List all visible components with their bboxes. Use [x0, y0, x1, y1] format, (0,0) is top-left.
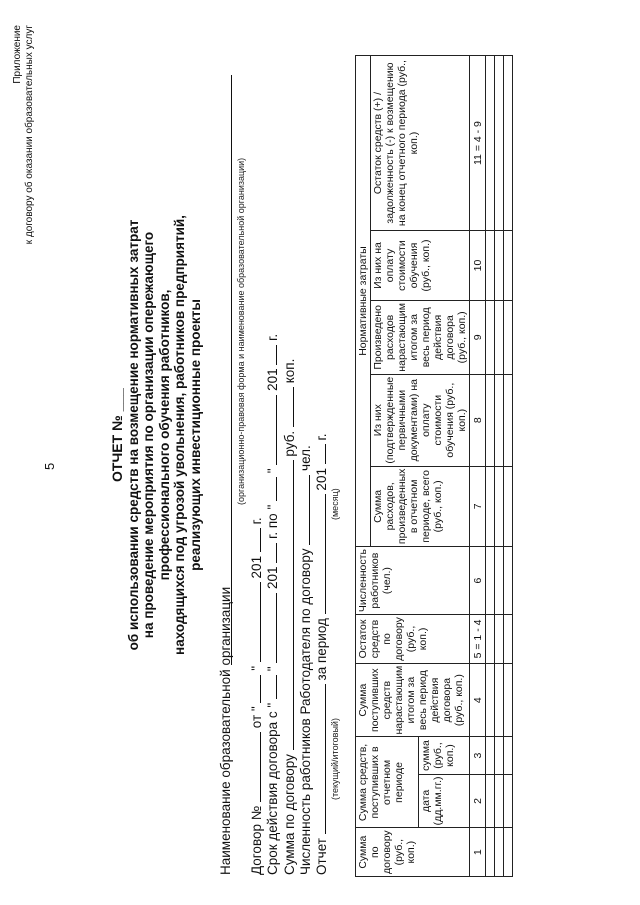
term-end-day-blank — [264, 477, 277, 501]
table-cell — [504, 828, 513, 877]
header-received-group: Сумма средств, поступивших в отчетном периоде — [356, 737, 419, 828]
table-row — [504, 56, 513, 877]
table-cell — [486, 374, 495, 466]
column-numbers-row — [470, 56, 486, 877]
header-headcount: Численность работников (чел.) — [356, 547, 470, 615]
sum-kop: коп. — [282, 358, 297, 384]
table-cell — [495, 300, 504, 374]
header-amount: сумма (руб., коп.) — [418, 737, 469, 774]
table-cell — [504, 56, 513, 231]
header-balance: Остаток средств (+) / задолженность (-) к возмещению на конец отчетного периода (руб., коп.) — [371, 56, 470, 231]
title-line-5: находящихся под угрозой увольнения, работников предприятий, — [172, 215, 187, 655]
employees-row — [297, 445, 313, 875]
title-line-4: профессионального обучения работников, — [156, 289, 172, 581]
table-cell — [504, 737, 513, 774]
page-number: 5 — [42, 462, 57, 470]
report-caption-right: (месяц) — [330, 488, 340, 520]
report-year-suffix: г. — [314, 433, 329, 441]
employees-unit: чел. — [298, 445, 313, 471]
contract-year-prefix: 201 — [249, 555, 264, 579]
term-start-month-blank — [264, 593, 277, 663]
table-cell — [495, 231, 504, 301]
report-title — [110, 85, 203, 785]
sum-rub: руб. — [282, 430, 297, 457]
term-end-year-blank — [264, 345, 277, 365]
title-line-6: реализующих инвестиционные проекты — [187, 299, 203, 571]
table-cell — [486, 737, 495, 774]
table-cell — [495, 828, 504, 877]
term-row — [264, 334, 280, 875]
report-period-label: за период — [314, 618, 329, 681]
col-num-3: 3 — [470, 737, 486, 774]
report-type-blank — [313, 684, 326, 834]
contract-year-blank — [248, 528, 261, 552]
table-cell — [486, 828, 495, 877]
term-year-suffix: г. — [265, 333, 280, 341]
table-cell — [495, 774, 504, 828]
header-made-cumulative: Произведено расходов нарастающим итогом за весь период действия договора (руб., коп.) — [371, 300, 470, 374]
term-year-prefix-1: 201 — [265, 566, 280, 589]
contract-day-blank — [248, 675, 261, 703]
sum-rub-blank — [281, 460, 294, 750]
table-cell — [504, 374, 513, 466]
report-year-prefix: 201 — [314, 468, 329, 491]
table-cell — [504, 231, 513, 301]
table-cell — [495, 374, 504, 466]
appendix-note — [12, 25, 36, 255]
table-cell — [495, 663, 504, 737]
term-quote-2: " — [265, 468, 280, 474]
report-table — [355, 55, 513, 877]
report-month-blank — [313, 494, 326, 614]
contract-number-blank — [248, 732, 261, 802]
table-cell — [486, 547, 495, 615]
contract-year-suffix: г. — [249, 517, 264, 525]
table-cell — [504, 615, 513, 664]
title-line-3: на проведение мероприятия по организации опережающего — [141, 231, 156, 639]
table-cell — [504, 466, 513, 546]
header-remainder: Остаток средств по договору (руб., коп.) — [356, 615, 470, 664]
report-label: Отчет — [314, 838, 329, 875]
title-line-1: ОТЧЕТ № ___ — [109, 388, 125, 482]
table-cell — [504, 663, 513, 737]
contract-row — [248, 517, 264, 875]
table-cell — [495, 466, 504, 546]
contract-number-label: Договор № — [249, 805, 264, 875]
title-line-2: об использовании средств на возмещение нормативных затрат — [125, 219, 141, 651]
col-num-9: 9 — [470, 300, 486, 374]
table-cell — [504, 774, 513, 828]
term-end-month-blank — [264, 395, 277, 465]
table-cell — [504, 300, 513, 374]
term-quote-1: " — [265, 666, 280, 672]
appendix-line-1: Приложение — [12, 25, 23, 84]
sum-kop-blank — [281, 387, 294, 427]
table-row — [495, 56, 504, 877]
table-cell — [486, 615, 495, 664]
org-name-label: Наименование образовательной организации — [218, 586, 233, 875]
header-norm-group: Нормативные затраты — [356, 56, 371, 547]
col-num-8: 8 — [470, 374, 486, 466]
contract-month-blank — [248, 582, 261, 662]
table-cell — [486, 231, 495, 301]
col-num-2: 2 — [470, 774, 486, 828]
col-num-10: 10 — [470, 231, 486, 301]
sum-row — [281, 359, 297, 875]
contract-quote: " — [249, 665, 264, 671]
term-label: Срок действия договора с " — [265, 702, 280, 875]
report-row — [313, 433, 329, 875]
report-caption-left: (текущий/итоговый) — [330, 718, 340, 800]
org-name-line — [231, 75, 232, 665]
term-mid: г. по " — [265, 504, 280, 539]
table-cell — [486, 300, 495, 374]
header-date: дата (дд.мм.гг.) — [418, 774, 469, 828]
header-tuition: Из них на оплату стоимости обучения (руб., коп.) — [371, 231, 470, 301]
contract-from-label: от " — [249, 706, 264, 729]
table-cell — [486, 663, 495, 737]
org-name-caption: (организационно-правовая форма и наименование образовательной организации) — [236, 157, 246, 505]
table-cell — [486, 774, 495, 828]
term-year-prefix-2: 201 — [265, 368, 280, 391]
col-num-11: 11 = 4 - 9 — [470, 56, 486, 231]
employees-blank — [297, 475, 310, 545]
col-num-5: 5 = 1 - 4 — [470, 615, 486, 664]
table-cell — [486, 56, 495, 231]
col-num-7: 7 — [470, 466, 486, 546]
table-cell — [486, 466, 495, 546]
appendix-line-2: к договору об оказании образовательных услуг — [24, 25, 35, 245]
employees-label: Численность работников Работодателя по договору — [298, 548, 313, 875]
table-cell — [495, 547, 504, 615]
header-confirmed: Из них (подтвержденные первичными документами) на оплату стоимости обучения (руб., коп.) — [371, 374, 470, 466]
sum-label: Сумма по договору — [282, 754, 297, 875]
header-expenses: Сумма расходов, произведенных в отчетном периоде, всего (руб., коп.) — [371, 466, 470, 546]
header-cumulative: Сумма поступивших средств нарастающим итогом за весь период действия договора (руб., коп.) — [356, 663, 470, 737]
table-cell — [495, 737, 504, 774]
table-cell — [495, 615, 504, 664]
col-num-4: 4 — [470, 663, 486, 737]
term-start-day-blank — [264, 675, 277, 699]
col-num-6: 6 — [470, 547, 486, 615]
col-num-1: 1 — [470, 828, 486, 877]
report-year-blank — [313, 444, 326, 464]
table-cell — [504, 547, 513, 615]
table-cell — [495, 56, 504, 231]
table-row — [486, 56, 495, 877]
term-start-year-blank — [264, 543, 277, 563]
header-sum-contract: Сумма по договору (руб., коп.) — [356, 828, 470, 877]
